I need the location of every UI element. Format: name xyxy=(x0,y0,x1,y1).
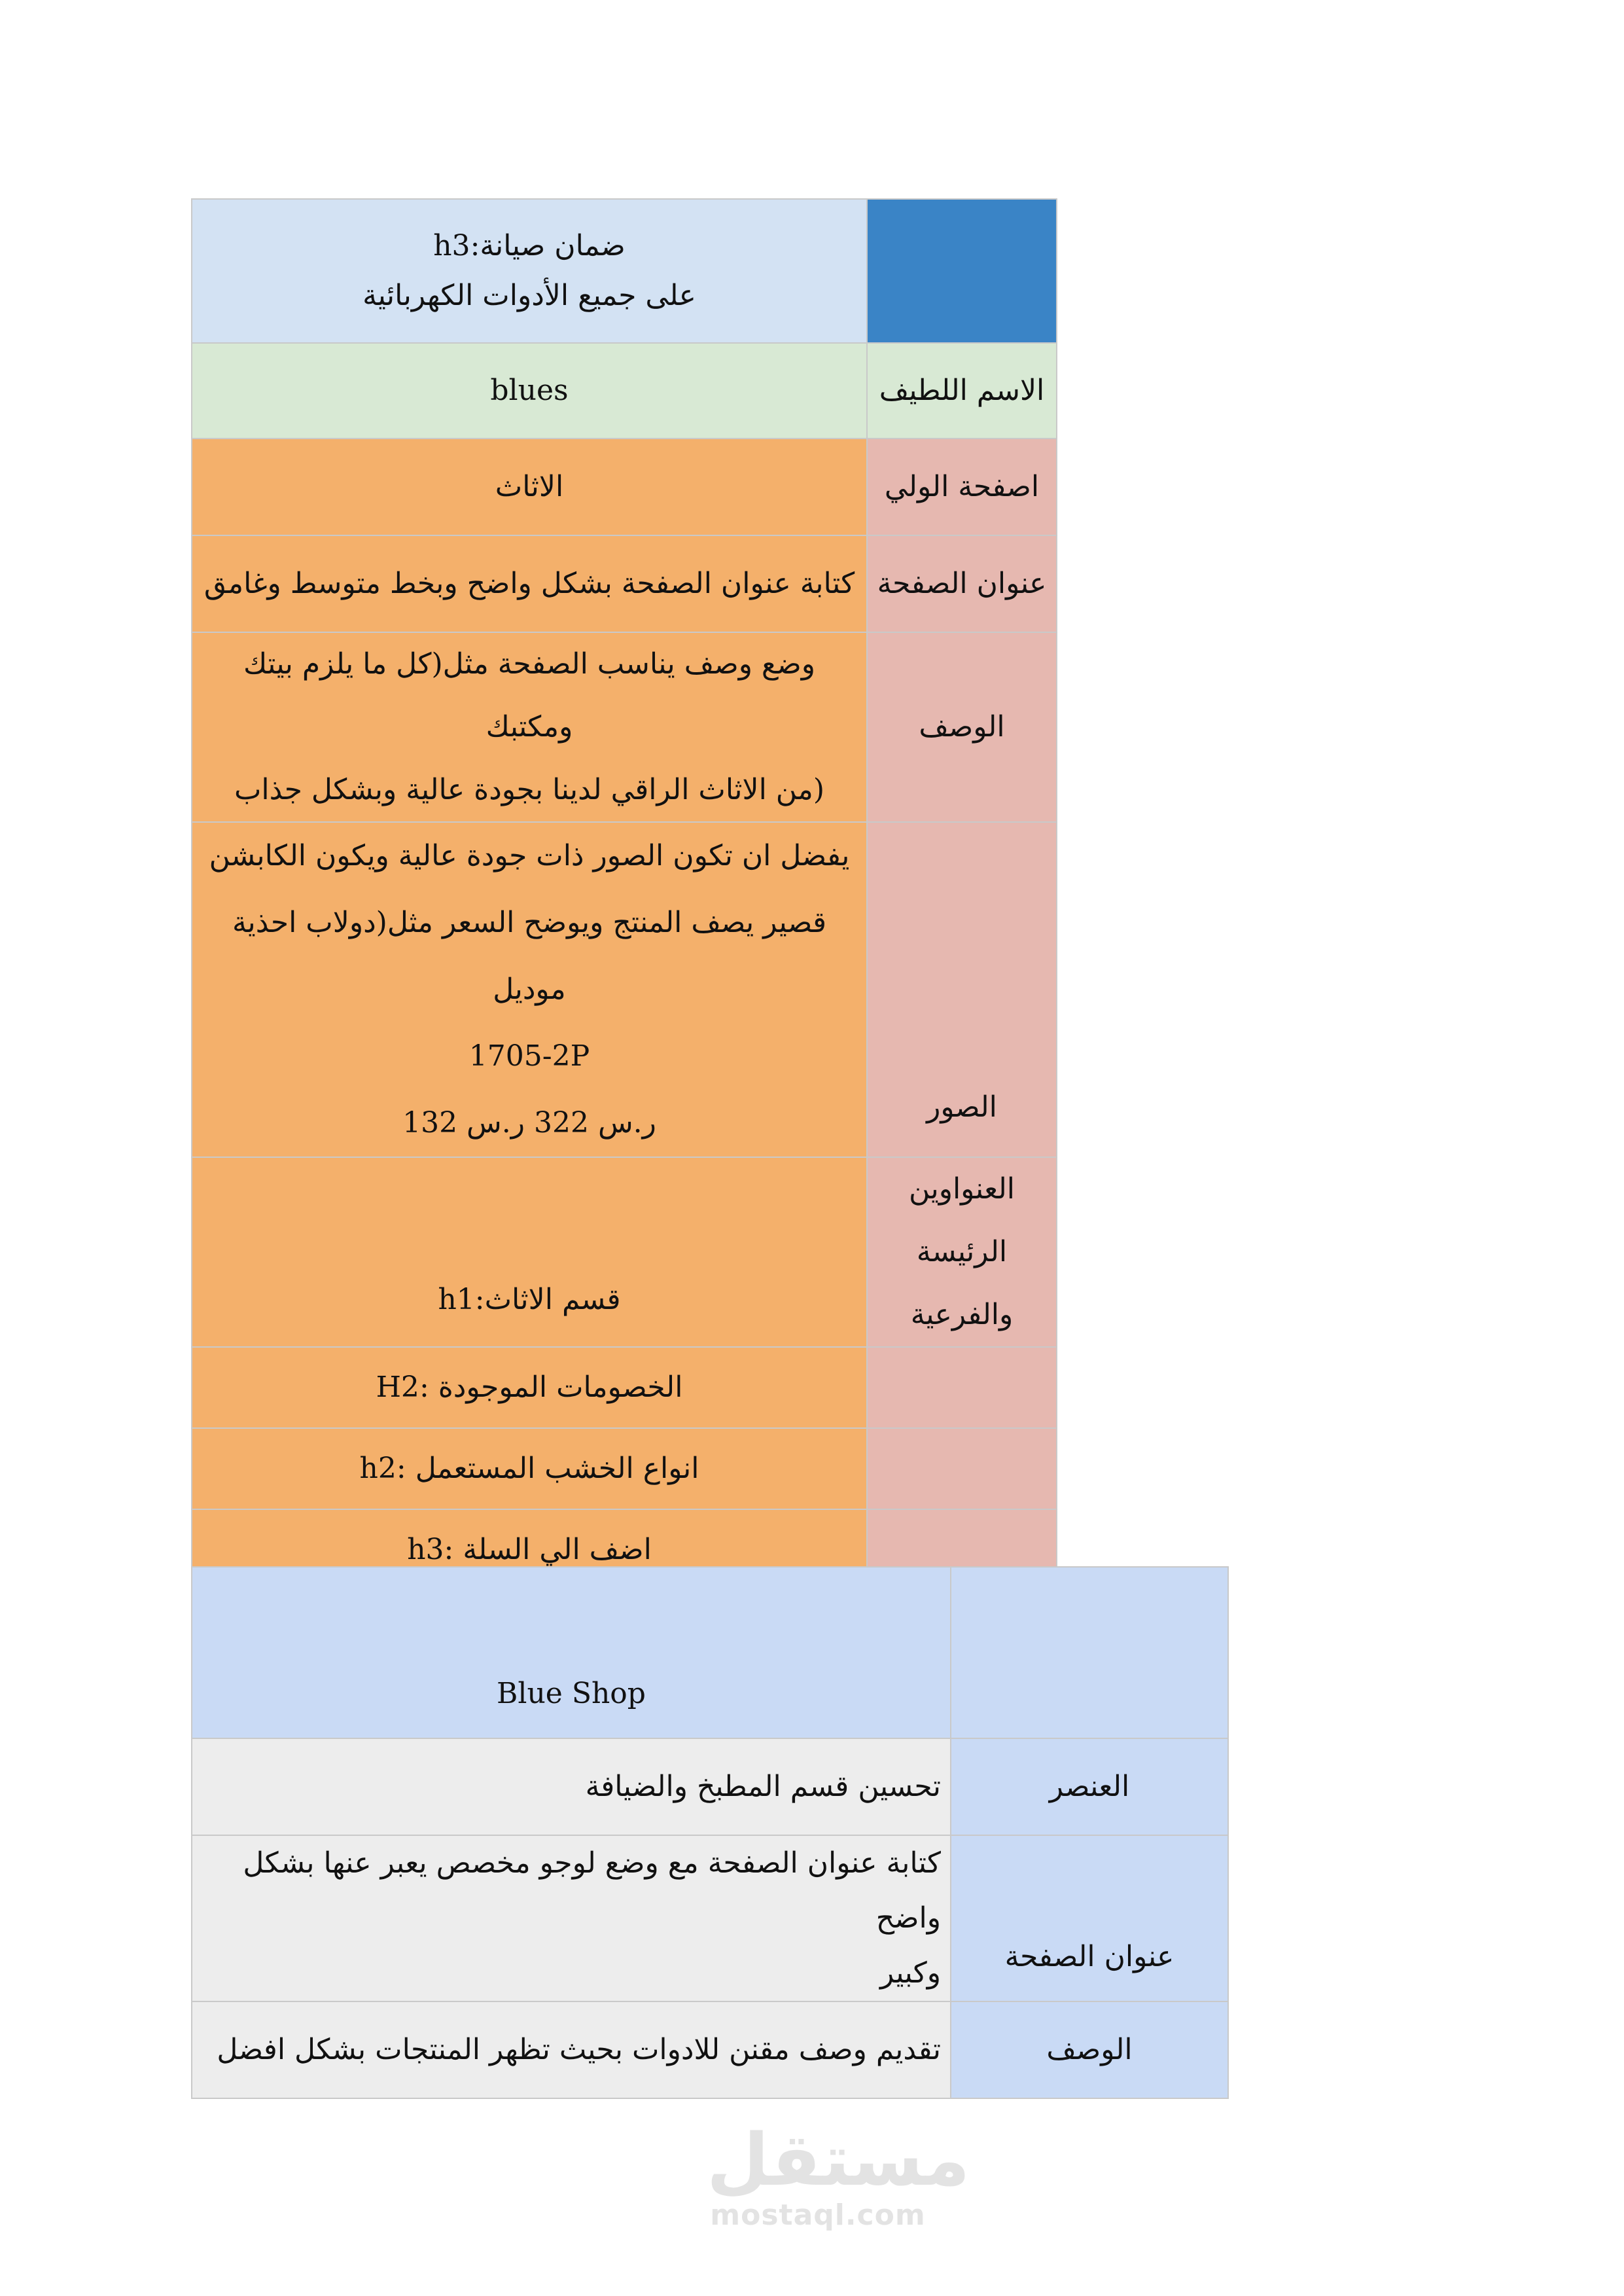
watermark-latin: mostaql.com xyxy=(710,2198,926,2232)
table2-header-corner xyxy=(951,1567,1228,1738)
headings-label-line: والفرعية xyxy=(910,1298,1014,1331)
table-row xyxy=(192,1428,1057,1509)
element-value: تحسين قسم المطبخ والضيافة xyxy=(192,1738,951,1835)
element-label: العنصر xyxy=(951,1738,1228,1835)
table-row xyxy=(192,535,1057,632)
page-title-value: كتابة عنوان الصفحة بشكل واضح وبخط متوسط وغامق xyxy=(192,535,867,632)
title-value-line: وكبير xyxy=(879,1956,941,1990)
table2-header: Blue Shop xyxy=(192,1567,951,1738)
description-line: وضع وصف يناسب الصفحة مثل(كل ما يلزم بيتك ومكتبك xyxy=(243,647,815,744)
empty-label-cell xyxy=(867,1347,1057,1428)
seo-plan-table-1 xyxy=(191,198,1057,1591)
table-row xyxy=(192,1835,1228,2001)
watermark-arabic: مستقل xyxy=(707,2118,970,2202)
images-label: الصور xyxy=(867,822,1057,1157)
images-line: قصير يصف المنتج ويوضح السعر مثل(دولاب احذية موديل xyxy=(232,906,827,1006)
nickname-value: blues xyxy=(192,343,867,439)
table-row xyxy=(192,439,1057,535)
headings-label xyxy=(867,1157,1057,1347)
description-label: الوصف xyxy=(867,632,1057,822)
images-line: 1705-2P xyxy=(468,1039,590,1073)
table1-header-line2: على جميع الأدوات الكهربائية xyxy=(362,279,696,312)
heading-h2-wood-types: انواع الخشب المستعمل :h2 xyxy=(192,1428,867,1509)
table-row xyxy=(192,1157,1057,1347)
description-line: (من الاثاث الراقي لدينا بجودة عالية وبشكل جذاب xyxy=(234,773,825,806)
heading-h3-add-to-cart: اضف الي السلة :h3 xyxy=(192,1509,867,1590)
table1-header-line1: ضمان صيانة:h3 xyxy=(433,229,626,262)
description-value-2: تقديم وصف مقنن للادوات بحيث تظهر المنتجات بشكل افضل xyxy=(192,2001,951,2098)
empty-label-cell xyxy=(867,1428,1057,1509)
title-value-line: كتابة عنوان الصفحة مع وضع لوجو مخصص يعبر عنها بشكل واضح xyxy=(243,1846,941,1935)
table1-header-corner xyxy=(867,199,1057,343)
main-page-label: اصفحة الولي xyxy=(867,439,1057,535)
table-row xyxy=(192,1347,1057,1428)
images-line: يفضل ان تكون الصور ذات جودة عالية ويكون الكابشن xyxy=(209,839,850,872)
table-row xyxy=(192,822,1057,1157)
description-value xyxy=(192,632,867,822)
table-row xyxy=(192,1738,1228,1835)
headings-value: قسم الاثاث:h1 xyxy=(192,1157,867,1347)
main-page-value: الاثاث xyxy=(192,439,867,535)
mostaql-watermark xyxy=(707,2118,970,2232)
table-row xyxy=(192,199,1057,343)
images-value xyxy=(192,822,867,1157)
title-label: عنوان الصفحة xyxy=(951,1835,1228,2001)
images-line: ر.س 322 ر.س 132 xyxy=(402,1106,656,1139)
table-row xyxy=(192,2001,1228,2098)
table-row xyxy=(192,1567,1228,1738)
page-title-label: عنوان الصفحة xyxy=(867,535,1057,632)
description-label-2: الوصف xyxy=(951,2001,1228,2098)
table-row xyxy=(192,632,1057,822)
title-value xyxy=(192,1835,951,2001)
headings-label-line: العنواوين الرئيسة xyxy=(908,1172,1015,1268)
seo-plan-table-2 xyxy=(191,1566,1229,2099)
table-row xyxy=(192,343,1057,439)
table1-header-cell xyxy=(192,199,867,343)
nickname-label: الاسم اللطيف xyxy=(867,343,1057,439)
heading-h2-discounts: الخصومات الموجودة :H2 xyxy=(192,1347,867,1428)
